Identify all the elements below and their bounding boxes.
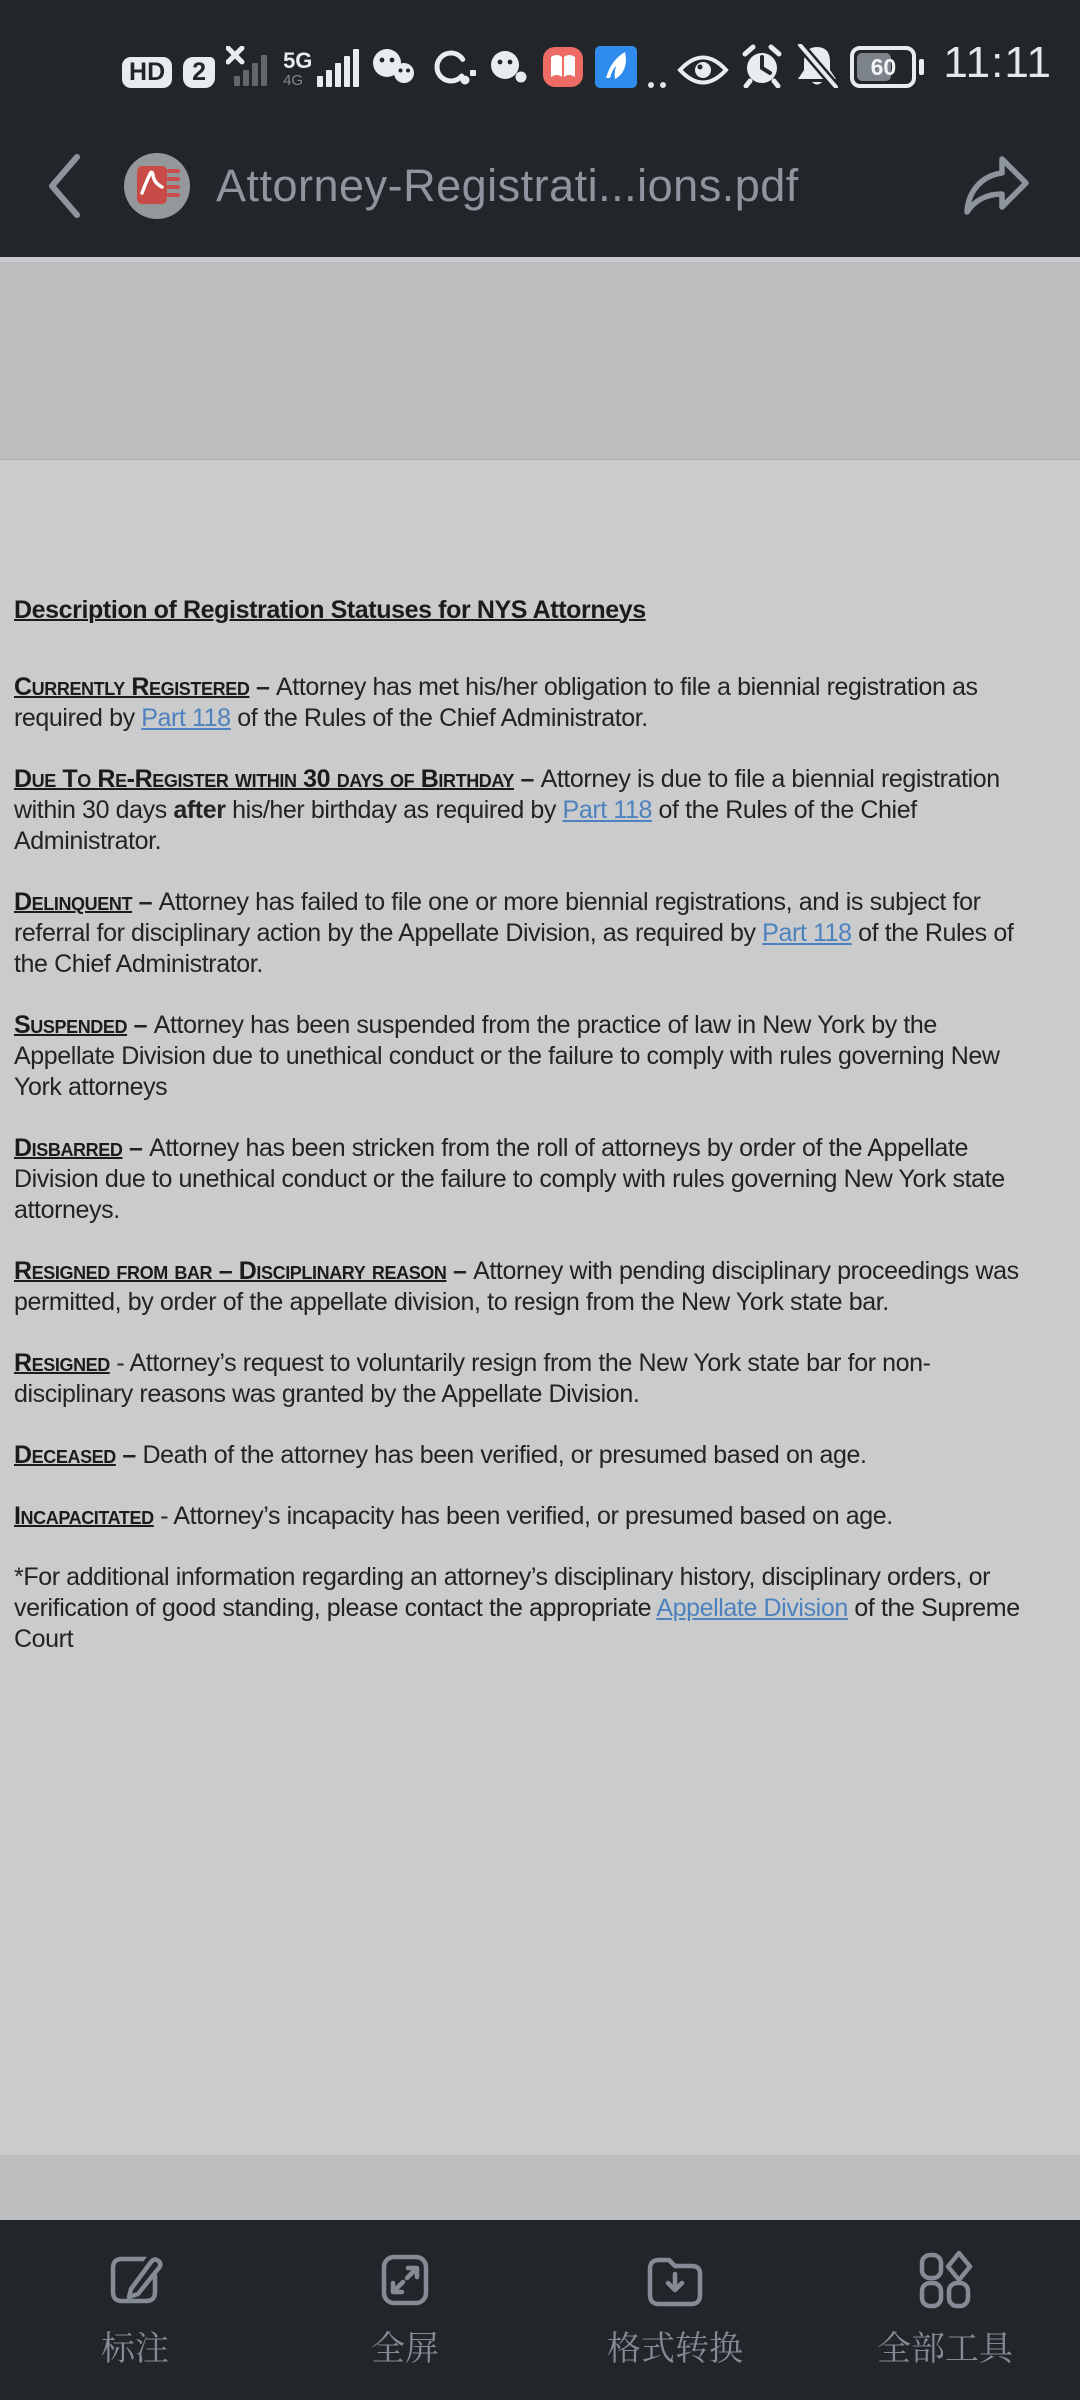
mute-bell-icon: [795, 44, 839, 88]
paragraph: [14, 1256, 1022, 1318]
status-term: Suspended: [14, 1011, 128, 1039]
share-button[interactable]: [960, 151, 1032, 221]
chat-ring-icon: [430, 48, 476, 88]
tool-all-tools-label: 全部工具: [877, 2330, 1013, 2368]
text-segment: Attorney has met his/her obligation to file a biennial registration as required by: [14, 673, 978, 732]
status-term: Incapacitated: [14, 1502, 154, 1530]
text-segment: Attorney with pending disciplinary proceedings was permitted, by order of the appellate division, to resign from the New York state bar.: [14, 1257, 1019, 1316]
status-term: Deceased: [14, 1441, 116, 1469]
status-term: Currently Registered: [14, 673, 250, 701]
pdf-file-icon: [124, 153, 190, 219]
paragraph: [14, 764, 1022, 857]
text-segment: Attorney has been suspended from the practice of law in New York by the Appellate Division due to unethical conduct or the failure to comply with rules governing New York attorneys: [14, 1011, 1000, 1101]
paragraph: [14, 1348, 1022, 1410]
document-link[interactable]: Part 118: [762, 919, 852, 947]
status-term: Disbarred: [14, 1134, 123, 1162]
text-segment: *For additional information regarding an attorney’s disciplinary history, disciplinary orders, or verification of good standing, please contact the appropriate: [14, 1563, 991, 1622]
status-term: Delinquent: [14, 888, 133, 916]
status-term: Resigned from bar – Disciplinary reason: [14, 1257, 447, 1285]
text-segment: his/her birthday as required by: [225, 796, 563, 824]
tool-fullscreen[interactable]: [270, 2220, 540, 2400]
network-type-label: 5G: [283, 48, 313, 73]
text-segment: of the Supreme Court: [14, 1594, 1020, 1653]
text-segment: Attorney is due to file a biennial registration within 30 days: [14, 765, 1000, 824]
tool-all-tools[interactable]: [810, 2220, 1080, 2400]
document-title: Attorney-Registrati...ions.pdf: [216, 159, 799, 211]
app-bar: [0, 100, 1080, 257]
eye-comfort-icon: [677, 52, 729, 88]
paragraph: [14, 1133, 1022, 1226]
paragraph: [14, 1501, 1022, 1532]
battery-nub: [919, 59, 924, 75]
hd-badge: HD: [122, 57, 172, 88]
annotate-icon: [103, 2248, 167, 2312]
fullscreen-icon: [373, 2248, 437, 2312]
tool-format-convert[interactable]: [540, 2220, 810, 2400]
pdf-scroll-area[interactable]: [0, 257, 1080, 2220]
text-segment: –: [513, 765, 541, 793]
pdf-page: [0, 460, 1080, 2155]
alarm-icon: [740, 44, 784, 88]
bottom-toolbar: [0, 2220, 1080, 2400]
text-segment: –: [249, 673, 277, 701]
text-segment: - Attorney’s incapacity has been verified, or presumed based on age.: [153, 1502, 893, 1530]
text-segment: –: [127, 1011, 154, 1039]
text-segment: Death of the attorney has been verified, or presumed based on age.: [142, 1441, 867, 1469]
text-segment: - Attorney’s request to voluntarily resign from the New York state bar for non-disciplinary reasons was granted by the Appellate Division.: [14, 1349, 931, 1408]
network-secondary-label: 4G: [283, 72, 304, 89]
paragraph: [14, 1010, 1022, 1103]
text-segment: –: [122, 1134, 150, 1162]
document-link[interactable]: Appellate Division: [656, 1594, 848, 1622]
top-chrome: [0, 0, 1080, 257]
paragraph: [14, 1562, 1022, 1655]
no-signal-bars-icon: [226, 46, 272, 88]
tool-annotate[interactable]: [0, 2220, 270, 2400]
page-edge-highlight: [0, 257, 1080, 262]
document-link[interactable]: Part 118: [562, 796, 652, 824]
document-heading: Description of Registration Statuses for NYS Attorneys: [14, 596, 646, 624]
clock-time: 11:11: [943, 38, 1052, 87]
status-term: Resigned: [14, 1349, 110, 1377]
blue-feather-app-icon: [595, 46, 637, 88]
text-segment: of the Rules of the Chief Administrator.: [14, 919, 1014, 978]
paragraph: [14, 887, 1022, 980]
text-segment: of the Rules of the Chief Administrator.: [230, 704, 648, 732]
red-book-app-icon: [542, 46, 584, 88]
status-bar: [0, 0, 1080, 100]
tool-fullscreen-label: 全屏: [371, 2330, 439, 2368]
text-segment: after: [173, 796, 226, 824]
tool-format-convert-label: 格式转换: [607, 2330, 743, 2368]
battery-percent: 60: [870, 53, 897, 80]
text-segment: of the Rules of the Chief Administrator.: [14, 796, 917, 855]
text-segment: –: [115, 1441, 143, 1469]
more-dots-icon: [648, 82, 666, 88]
paragraph: [14, 1440, 1022, 1471]
document-body: [14, 595, 1022, 1655]
text-segment: Attorney has been stricken from the roll of attorneys by order of the Appellate Division due to unethical conduct or the failure to comply with rules governing New York state attorneys.: [14, 1134, 1005, 1224]
text-segment: Attorney has failed to file one or more biennial registrations, and is subject for referral for disciplinary action by the Appellate Division, as required by: [14, 888, 981, 947]
all-tools-icon: [913, 2248, 977, 2312]
back-button[interactable]: [44, 151, 84, 221]
text-segment: –: [132, 888, 159, 916]
status-term: Due To Re-Register within 30 days of Birthday: [14, 765, 514, 793]
signal-5g-bars-icon: [283, 46, 360, 88]
wechat-file-icon: [487, 48, 531, 88]
wechat-icon: [371, 48, 419, 88]
format-convert-icon: [643, 2248, 707, 2312]
paragraph: [14, 672, 1022, 734]
tool-annotate-label: 标注: [101, 2330, 169, 2368]
document-link[interactable]: Part 118: [141, 704, 231, 732]
battery-icon: [850, 46, 924, 88]
text-segment: –: [446, 1257, 474, 1285]
sim2-badge: 2: [183, 57, 215, 88]
